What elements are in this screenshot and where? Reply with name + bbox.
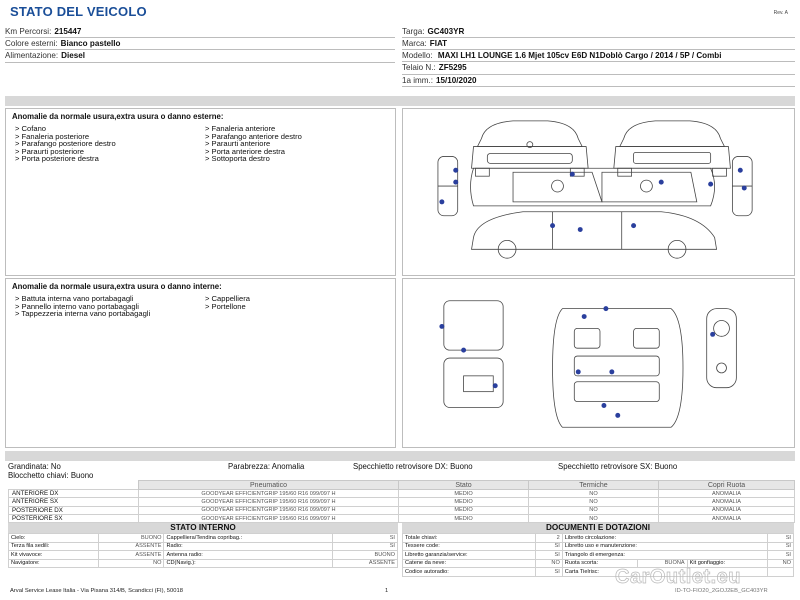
cell-label: Catene da neve: <box>403 559 536 568</box>
key-block-status: Blocchetto chiavi: Buono <box>8 471 94 480</box>
interior-col-1 <box>15 295 205 318</box>
registration-label: 1a imm.: <box>402 75 434 85</box>
model-row <box>402 50 795 62</box>
car-rear-view-icon <box>614 121 731 176</box>
car-side-profile-icon <box>472 212 717 258</box>
color-label: Colore esterni: <box>5 39 58 49</box>
cell-label: Libretto garanzia/service: <box>403 551 536 560</box>
car-interior-top-view-icon <box>553 309 683 428</box>
documents-row <box>403 534 794 543</box>
cell-label: Kit vivavoce: <box>9 551 99 560</box>
cell-label: Ruota scorta: <box>562 559 638 568</box>
cell-label: Codice autoradio: <box>403 568 536 577</box>
tyre-hubcap: ANOMALIA <box>659 506 795 514</box>
vehicle-info-right <box>402 26 795 93</box>
car-top-view-icon <box>471 168 715 206</box>
cell-value: BUONO <box>332 551 397 560</box>
tyre-model: GOODYEAR EFFICIENTGRIP 195/60 R16 099/097 H <box>139 506 399 514</box>
cell-label: Libretto circolazione: <box>562 534 767 543</box>
general-condition <box>8 462 793 480</box>
car-right-side-icon <box>732 156 752 215</box>
section-divider <box>5 96 795 106</box>
vehicle-info-left <box>5 26 395 93</box>
tyre-winter: NO <box>529 490 659 498</box>
tyres-header-state: Stato <box>399 481 529 490</box>
tyres-table <box>8 480 795 523</box>
hail-status: Grandinata: No <box>8 462 61 471</box>
tyre-row <box>9 490 795 498</box>
tyre-position: ANTERIORE DX <box>9 490 139 498</box>
cell-value: NO <box>99 559 164 568</box>
interior-state-section <box>8 523 398 568</box>
cell-label: Carta Tielrisc: <box>562 568 767 577</box>
steering-wheel-icon <box>707 309 737 388</box>
interior-anomalies-title: Anomalie da normale usura,extra usura o danno interne: <box>12 282 222 291</box>
cell-value: SI <box>536 551 562 560</box>
tyre-row <box>9 514 795 522</box>
cell-value: NO <box>536 559 562 568</box>
chassis-row <box>402 62 795 74</box>
cell-value: SI <box>332 542 397 551</box>
damage-markers <box>439 306 715 418</box>
cell-value: SI <box>767 534 793 543</box>
exterior-item: > Paraurti posteriore <box>15 146 85 156</box>
car-front-view-icon <box>472 121 589 176</box>
fuel-label: Alimentazione: <box>5 51 59 61</box>
cell-value: BUONO <box>99 534 164 543</box>
tyre-position: ANTERIORE SX <box>9 498 139 506</box>
brand-label: Marca: <box>402 39 427 49</box>
exterior-item: > Sottoporta destro <box>205 154 270 164</box>
chassis-label: Telaio N.: <box>402 63 436 73</box>
cell-value: SI <box>536 542 562 551</box>
tyre-model: GOODYEAR EFFICIENTGRIP 195/60 R16 099/097 H <box>139 514 399 522</box>
exterior-anomalies-list <box>15 125 395 163</box>
exterior-item: > Parafango anteriore destro <box>205 131 302 141</box>
tyres-header-hubcap: Copri Ruota <box>659 481 795 490</box>
interior-state-table <box>8 533 398 568</box>
registration-value: 15/10/2020 <box>436 75 477 85</box>
cell-label: Totale chiavi: <box>403 534 536 543</box>
km-value: 215447 <box>54 27 82 36</box>
exterior-item: > Porta anteriore destra <box>205 146 285 156</box>
page-title: STATO DEL VEICOLO <box>10 4 147 19</box>
color-value: Bianco pastello <box>60 39 121 49</box>
car-left-side-icon <box>438 156 458 215</box>
exterior-item: > Paraurti anteriore <box>205 139 271 149</box>
tyres-header-row <box>9 481 795 490</box>
cell-label: Radio: <box>164 542 332 551</box>
tyre-model: GOODYEAR EFFICIENTGRIP 195/60 R16 099/097 H <box>139 498 399 506</box>
interior-car-drawing <box>403 279 794 447</box>
revision-label: Rev. A <box>773 10 788 16</box>
interior-item: > Pannello interno vano portabagagli <box>15 301 139 311</box>
footer-document-code: ID-TO-FIO20_2GOJ2EB_GC403YR <box>675 588 768 594</box>
tyre-position: POSTERIORE DX <box>9 506 139 514</box>
fuel-row <box>5 50 395 62</box>
tyre-state: MEDIO <box>399 490 529 498</box>
exterior-item: > Cofano <box>15 124 47 133</box>
cell-label: Navigatore: <box>9 559 99 568</box>
documents-title: DOCUMENTI E DOTAZIONI <box>402 523 794 533</box>
model-value: MAXI LH1 LOUNGE 1.6 Mjet 105cv E6D N1Doblò Cargo / 2014 / 5P / Combi <box>437 51 722 61</box>
documents-row <box>403 542 794 551</box>
tyre-state: MEDIO <box>399 514 529 522</box>
tyres-header-winter: Termiche <box>529 481 659 490</box>
tyre-winter: NO <box>529 514 659 522</box>
documents-row <box>403 551 794 560</box>
interior-item: > Tappezzeria interna vano portabagagli <box>15 309 151 319</box>
registration-row <box>402 75 795 87</box>
cell-label: Triangolo di emergenza: <box>562 551 767 560</box>
interior-anomalies-box <box>5 278 396 448</box>
cell-label: Cappelliera/Tendina copribag.: <box>164 534 332 543</box>
exterior-item: > Fanaleria posteriore <box>15 131 90 141</box>
interior-state-title: STATO INTERNO <box>8 523 398 533</box>
cell-value: 2 <box>536 534 562 543</box>
tyre-hubcap: ANOMALIA <box>659 498 795 506</box>
right-mirror-status: Specchietto retrovisore DX: Buono <box>353 462 473 471</box>
footer-company: Arval Service Lease Italia - Via Pisana 314/B, Scandicci (FI), 50018 <box>10 588 183 594</box>
interior-item: > Cappelliera <box>205 294 250 303</box>
general-row-2 <box>8 471 793 480</box>
cell-label: Kit gonfiaggio: <box>687 559 767 568</box>
exterior-col-2 <box>205 125 395 163</box>
model-label: Modello: <box>402 51 433 61</box>
tyre-row <box>9 506 795 514</box>
tyre-row <box>9 498 795 506</box>
cell-label: Libretto uso e manutenzione: <box>562 542 767 551</box>
interior-state-row <box>9 551 398 560</box>
exterior-col-1 <box>15 125 205 163</box>
interior-col-2 <box>205 295 395 318</box>
cell-value: SI <box>536 568 562 577</box>
fuel-value: Diesel <box>61 51 85 61</box>
cell-value: NO <box>767 559 793 568</box>
cell-label: Tessere code: <box>403 542 536 551</box>
exterior-item: > Fanaleria anteriore <box>205 124 276 133</box>
tyre-winter: NO <box>529 498 659 506</box>
exterior-car-drawing <box>403 109 794 275</box>
cell-value: ASSENTE <box>99 542 164 551</box>
footer-page-number: 1 <box>385 588 389 594</box>
color-row <box>5 38 395 50</box>
cell-label: CD(Navig.): <box>164 559 332 568</box>
cell-value: ASSENTE <box>332 559 397 568</box>
interior-state-row <box>9 559 398 568</box>
cell-value: BUONA <box>638 559 687 568</box>
exterior-item: > Porta posteriore destra <box>15 154 99 164</box>
plate-value: GC403YR <box>427 27 465 36</box>
tyres-header-tyre: Pneumatico <box>139 481 399 490</box>
left-mirror-status: Specchietto retrovisore SX: Buono <box>558 462 678 471</box>
tyres-header-blank <box>9 481 139 490</box>
cell-value: ASSENTE <box>99 551 164 560</box>
interior-state-row <box>9 534 398 543</box>
cell-value: SI <box>767 551 793 560</box>
section-divider <box>5 451 795 461</box>
tyre-model: GOODYEAR EFFICIENTGRIP 195/60 R16 099/097 H <box>139 490 399 498</box>
exterior-item: > Parafango posteriore destro <box>15 139 116 149</box>
km-row <box>5 26 395 38</box>
exterior-anomalies-box <box>5 108 396 276</box>
interior-item: > Portellone <box>205 301 246 311</box>
cell-value <box>767 568 793 577</box>
cell-value: SI <box>332 534 397 543</box>
cell-label: Cielo: <box>9 534 99 543</box>
tyre-position: POSTERIORE SX <box>9 514 139 522</box>
tyre-hubcap: ANOMALIA <box>659 514 795 522</box>
cell-label: Terza fila sedili: <box>9 542 99 551</box>
plate-label: Targa: <box>402 27 425 36</box>
brand-row <box>402 38 795 50</box>
km-label: Km Percorsi: <box>5 27 52 36</box>
cell-value: SI <box>767 542 793 551</box>
watermark-logo: CarOutlet.eu <box>615 566 742 588</box>
interior-anomalies-list <box>15 295 395 318</box>
tyre-state: MEDIO <box>399 506 529 514</box>
plate-row <box>402 26 795 38</box>
windshield-status: Parabrezza: Anomalia <box>228 462 305 471</box>
tyre-winter: NO <box>529 506 659 514</box>
cell-label: Antenna radio: <box>164 551 332 560</box>
interior-state-row <box>9 542 398 551</box>
chassis-value: ZF5295 <box>438 63 467 73</box>
exterior-anomalies-title: Anomalie da normale usura,extra usura o danno esterne: <box>12 112 224 121</box>
interior-item: > Battuta interna vano portabagagli <box>15 294 134 303</box>
interior-damage-diagram <box>402 278 795 448</box>
brand-value: FIAT <box>429 39 448 49</box>
car-door-panels-icon <box>444 301 503 408</box>
tyre-state: MEDIO <box>399 498 529 506</box>
tyre-hubcap: ANOMALIA <box>659 490 795 498</box>
general-row-1 <box>8 462 793 471</box>
exterior-damage-diagram <box>402 108 795 276</box>
